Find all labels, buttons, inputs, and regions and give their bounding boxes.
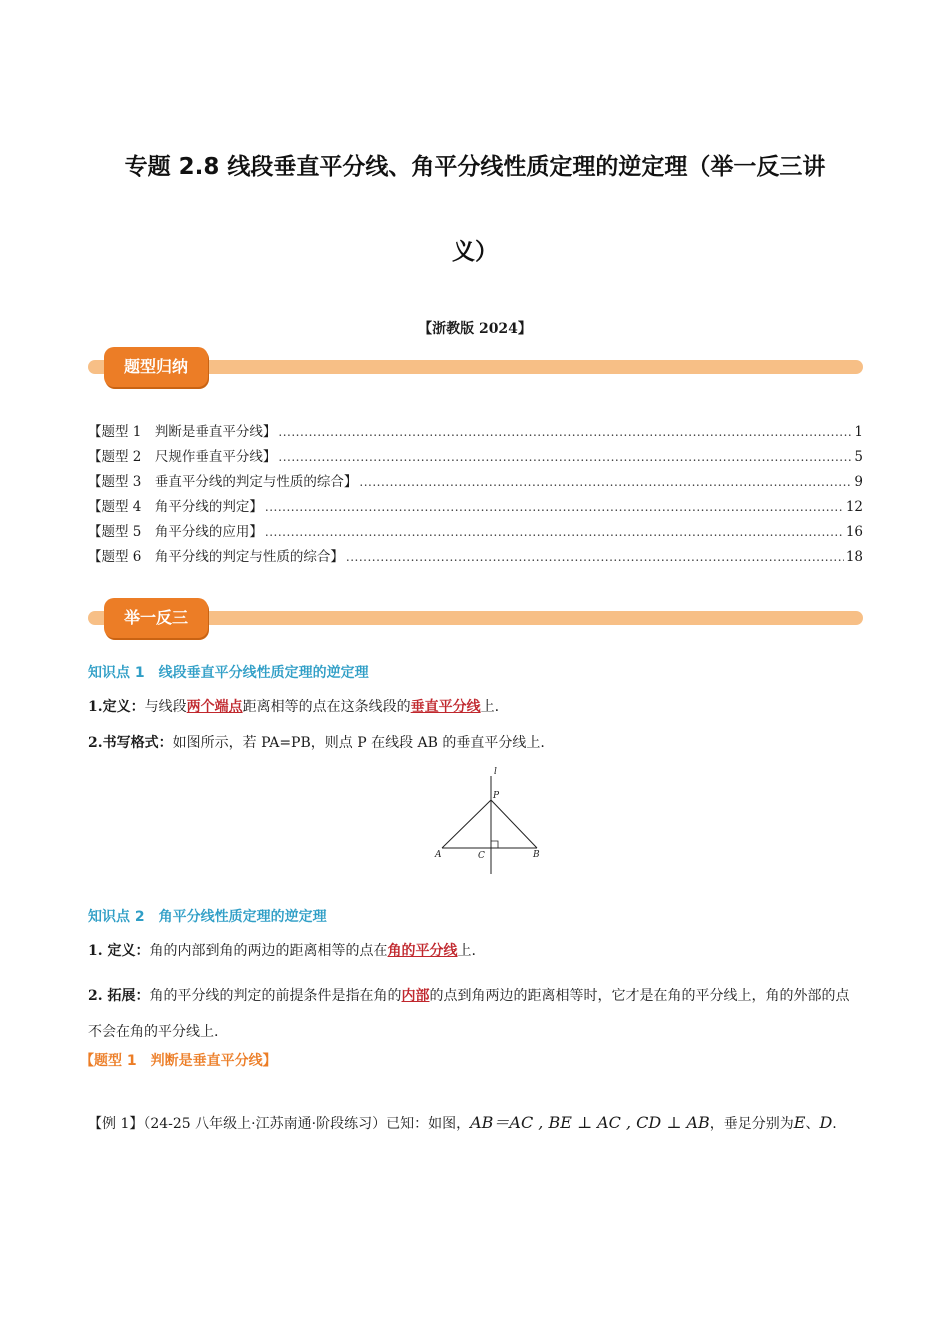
- text-span: 的点到角两边的距离相等时，它才是在角的平分线上，角的外部的点不会在角的平分线上.: [88, 988, 850, 1040]
- toc-item-page: 1: [854, 424, 863, 440]
- label-p: P: [493, 791, 500, 801]
- table-of-contents: [88, 420, 863, 570]
- toc-leader-dots: [278, 445, 852, 470]
- label-c: C: [478, 851, 485, 861]
- text-span: 角的内部到角的两边的距离相等的点在: [149, 943, 388, 959]
- toc-leader-dots: [265, 495, 844, 520]
- math-d: D: [819, 1113, 833, 1132]
- math-e: E: [793, 1113, 806, 1132]
- text-span: 、: [805, 1116, 820, 1132]
- toc-item[interactable]: [88, 520, 863, 545]
- toc-leader-dots: [359, 470, 852, 495]
- text-span: 角的平分线的判定的前提条件是指在角的: [149, 988, 402, 1004]
- problem-type-1-heading: 【题型 1 判断是垂直平分线】: [80, 1053, 277, 1069]
- text-span: ，垂足分别为: [709, 1116, 794, 1132]
- label-l: l: [494, 767, 497, 777]
- toc-item[interactable]: [88, 420, 863, 445]
- example-1: [88, 1098, 863, 1149]
- toc-leader-dots: [346, 545, 844, 570]
- toc-item[interactable]: [88, 470, 863, 495]
- highlight-endpoints: 两个端点: [186, 699, 243, 715]
- kp2-extension-label: 2. 拓展：: [88, 988, 150, 1004]
- toc-item-label: 【题型 4 角平分线的判定】: [88, 499, 263, 515]
- right-angle-mark: [491, 841, 498, 848]
- toc-item-page: 12: [845, 499, 863, 515]
- text-span: .: [832, 1116, 837, 1132]
- toc-leader-dots: [278, 420, 852, 445]
- highlight-angle-bisector: 角的平分线: [387, 943, 458, 959]
- kp1-definition: [88, 698, 863, 718]
- kp2-definition-label: 1. 定义：: [88, 943, 150, 959]
- banner-pill: 题型归纳: [104, 347, 208, 387]
- text-span: 距离相等的点在这条线段的: [242, 699, 411, 715]
- section-banner-summary: [88, 347, 863, 387]
- toc-item-label: 【题型 2 尺规作垂直平分线】: [88, 449, 277, 465]
- knowledge-point-2-heading: 知识点 2 角平分线性质定理的逆定理: [88, 909, 327, 925]
- kp2-definition: [88, 942, 863, 962]
- edition-label: 【浙教版 2024】: [418, 321, 532, 337]
- toc-item-page: 16: [845, 524, 863, 540]
- toc-item-page: 18: [845, 549, 863, 565]
- toc-item-label: 【题型 3 垂直平分线的判定与性质的综合】: [88, 474, 358, 490]
- document-title-line-2: 义）: [452, 239, 498, 265]
- label-b: B: [533, 850, 540, 860]
- toc-item-label: 【题型 6 角平分线的判定与性质的综合】: [88, 549, 344, 565]
- highlight-perpendicular-bisector: 垂直平分线: [410, 699, 481, 715]
- toc-item[interactable]: [88, 495, 863, 520]
- toc-item-page: 5: [854, 449, 863, 465]
- document-title-line-1: 专题 2.8 线段垂直平分线、角平分线性质定理的逆定理（举一反三讲: [124, 154, 826, 180]
- knowledge-point-1-heading: 知识点 1 线段垂直平分线性质定理的逆定理: [88, 665, 369, 681]
- toc-item-label: 【题型 1 判断是垂直平分线】: [88, 424, 277, 440]
- kp2-extension: [88, 978, 863, 1050]
- toc-leader-dots: [265, 520, 844, 545]
- segment-pa: [442, 800, 491, 848]
- perpendicular-bisector-figure: [432, 762, 548, 874]
- example-label: 【例 1】: [88, 1116, 144, 1132]
- geometry-diagram: [432, 762, 548, 874]
- text-span: 与线段: [144, 699, 187, 715]
- kp1-definition-label: 1.定义：: [88, 699, 145, 715]
- toc-item[interactable]: [88, 445, 863, 470]
- label-a: A: [435, 850, 442, 860]
- highlight-interior: 内部: [401, 988, 430, 1004]
- toc-item[interactable]: [88, 545, 863, 570]
- toc-item-label: 【题型 5 角平分线的应用】: [88, 524, 263, 540]
- example-source: （24-25 八年级上·江苏南通·阶段练习）已知：如图，: [143, 1116, 471, 1132]
- section-banner-practice: [88, 598, 863, 638]
- kp1-format-label: 2.书写格式：: [88, 735, 173, 751]
- text-span: 上.: [480, 699, 500, 715]
- kp1-writing-format: [88, 734, 863, 754]
- banner-pill: 举一反三: [104, 598, 208, 638]
- example-condition-math: AB＝AC , BE ⊥ AC , CD ⊥ AB: [470, 1113, 710, 1132]
- toc-item-page: 9: [854, 474, 863, 490]
- text-span: 如图所示，若 PA=PB，则点 P 在线段 AB 的垂直平分线上.: [172, 735, 545, 751]
- text-span: 上.: [457, 943, 476, 959]
